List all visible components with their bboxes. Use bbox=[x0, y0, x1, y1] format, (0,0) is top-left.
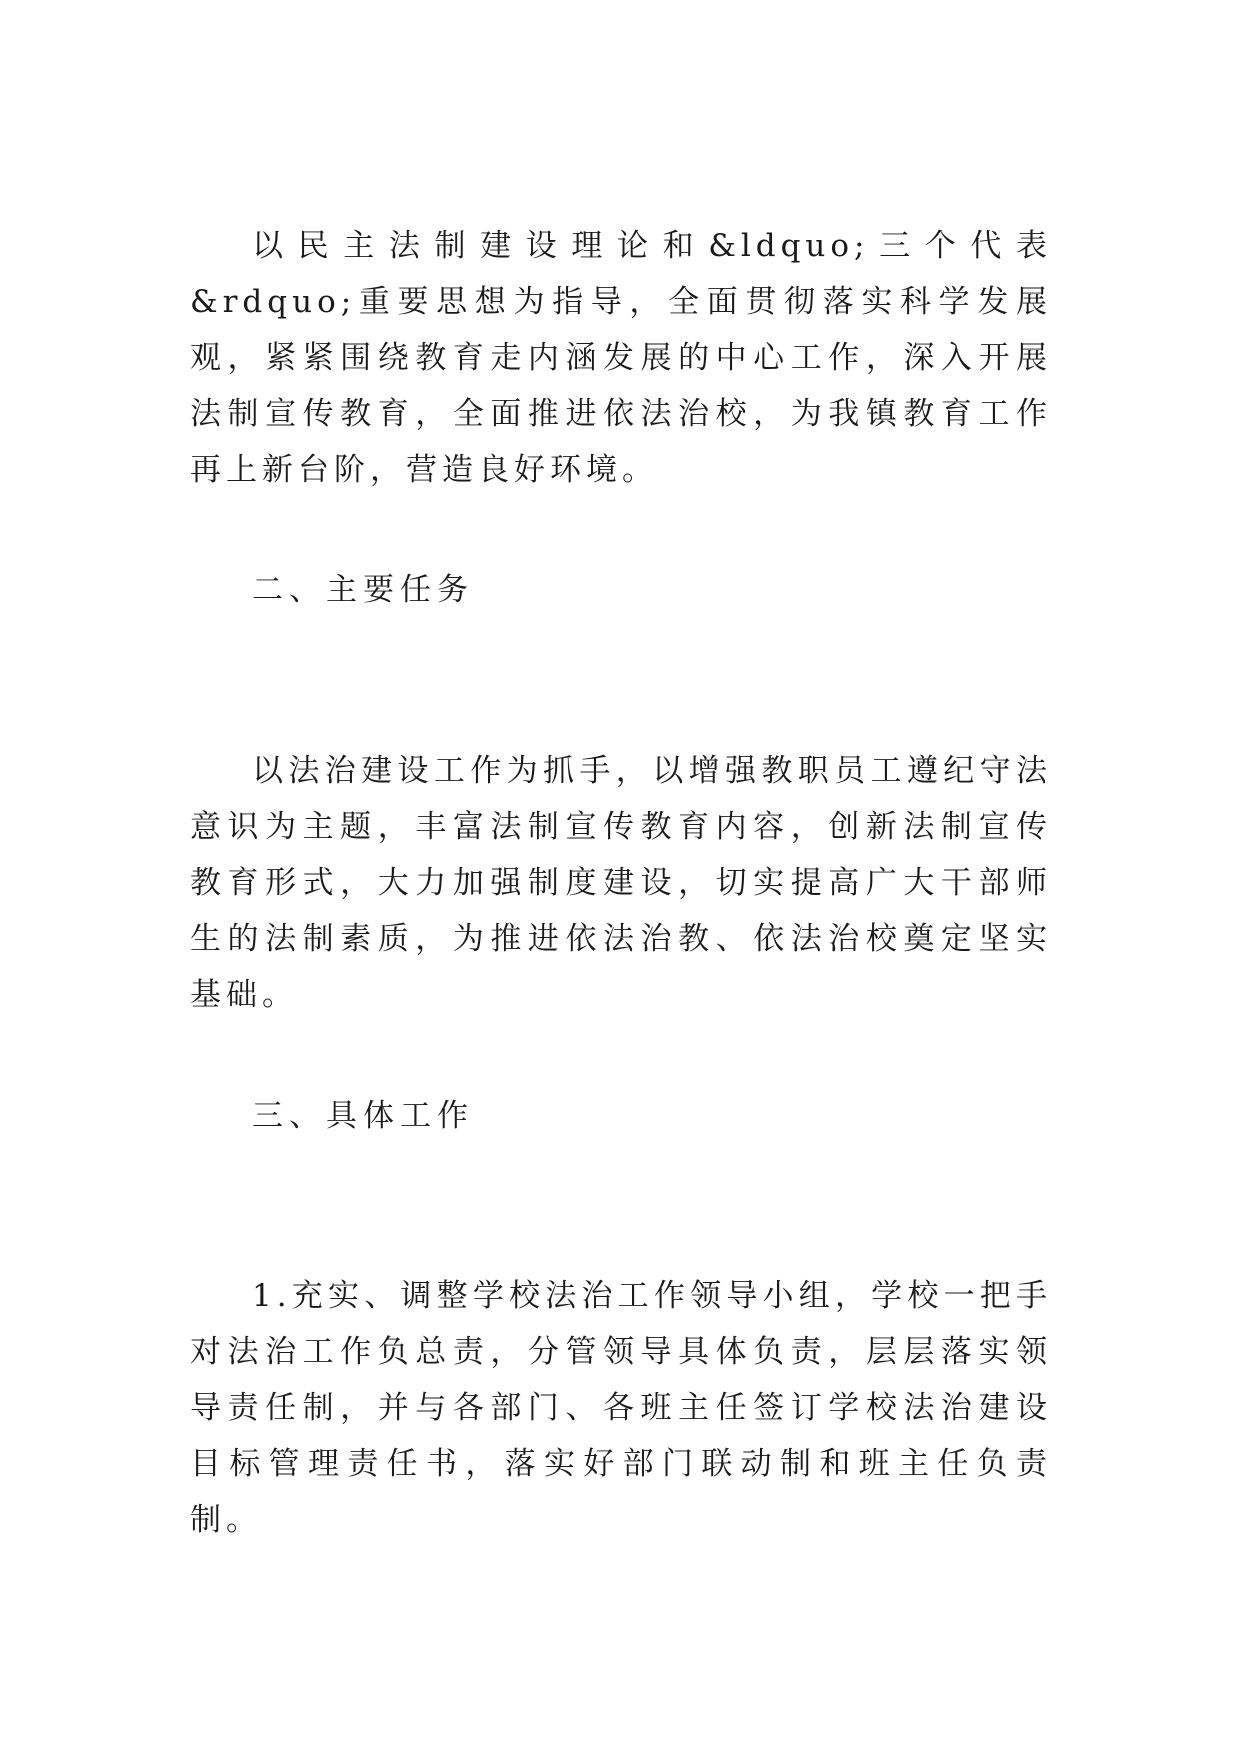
main-tasks-paragraph: 以法治建设工作为抓手，以增强教职员工遵纪守法意识为主题，丰富法制宣传教育内容，创新法制宣传教育形式，大力加强制度建设，切实提高广大干部师生的法制素质，为推进依法治教、依法治校奠定坚实基础。 bbox=[190, 753, 1052, 1013]
specific-work-item-1-paragraph: 1.充实、调整学校法治工作领导小组，学校一把手对法治工作负总责，分管领导具体负责，层层落实领导责任制，并与各部门、各班主任签订学校法治建设目标管理责任书，落实好部门联动制和班主任负责制。 bbox=[190, 1278, 1052, 1538]
section-heading-main-tasks: 二、主要任务 bbox=[252, 572, 474, 608]
guiding-ideology-paragraph: 以民主法制建设理论和&ldquo;三个代表&rdquo;重要思想为指导，全面贯彻落实科学发展观，紧紧围绕教育走内涵发展的中心工作，深入开展法制宣传教育，全面推进依法治校，为我镇教育工作再上新台阶，营造良好环境。 bbox=[190, 228, 1052, 488]
section-heading-specific-work: 三、具体工作 bbox=[252, 1098, 474, 1134]
